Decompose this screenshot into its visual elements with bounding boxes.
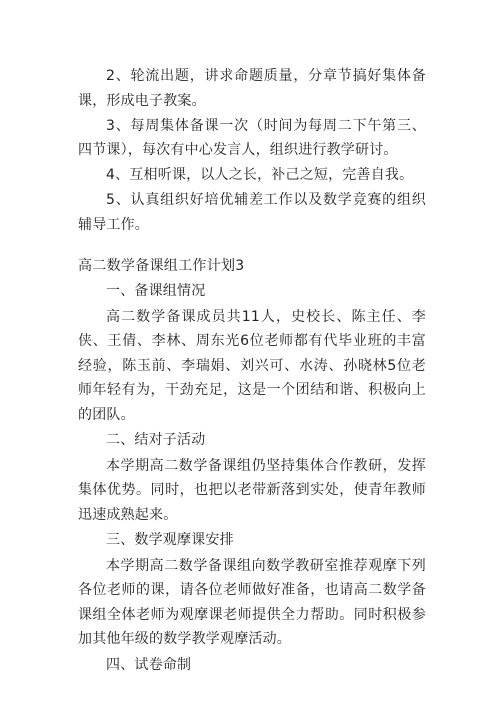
list-item: 4、互相听课，以人之长，补己之短，完善自我。 xyxy=(106,167,414,183)
list-item: 3、每周集体备课一次（时间为每周二下午第三、四节课），每次有中心发言人，组织进行教学研讨。 xyxy=(78,117,426,158)
plan-body xyxy=(0,279,500,678)
continued-list xyxy=(0,64,500,238)
plan-title: 高二数学备课组工作计划3 xyxy=(78,258,245,274)
section-body: 本学期高二数学备课组向数学教研室推荐观摩下列各位老师的课，请各位老师做好准备，也请高二数学备课组全体老师为观摩课老师提供全力帮助。同时积极参加其他年级的数学教学观摩活动。 xyxy=(78,557,426,647)
list-item: 2、轮流出题，讲求命题质量，分章节搞好集体备课，形成电子教案。 xyxy=(78,68,426,109)
list-item: 5、认真组织好培优辅差工作以及数学竞赛的组织辅导工作。 xyxy=(78,192,426,233)
section-heading: 四、试卷命制 xyxy=(106,656,192,673)
section-body: 本学期高二数学备课组仍坚持集体合作教研，发挥集体优势。同时，也把以老带新落到实处，使青年教师迅速成熟起来。 xyxy=(78,457,426,523)
section-body: 高二数学备课成员共11人，史校长、陈主任、李侠、王倩、李林、周东光6位老师都有代毕业班的丰富经验，陈玉前、李瑞娟、刘兴可、水涛、孙晓林5位老师年轻有为，干劲充足，这是一个团结和谐、积极向上的团队。 xyxy=(78,308,426,423)
section-heading: 一、备课组情况 xyxy=(106,283,206,299)
section-heading: 二、结对子活动 xyxy=(106,432,206,448)
section-heading: 三、数学观摩课安排 xyxy=(106,532,234,548)
